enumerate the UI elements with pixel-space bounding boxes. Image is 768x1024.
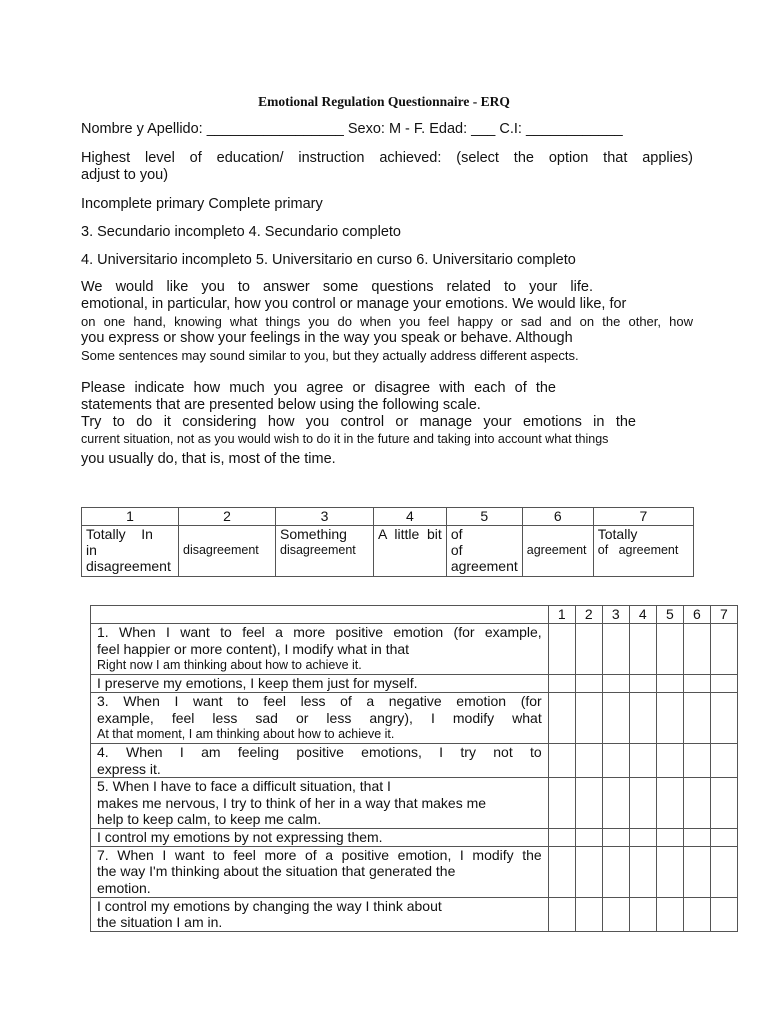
item-header-blank xyxy=(91,606,549,624)
item-statement-line: feel happier or more content), I modify what in that xyxy=(97,640,410,657)
scale-label-row xyxy=(82,526,694,577)
education-prompt: Highest level of education/ instruction achieved: (select the option that applies) adjust to you) xyxy=(81,150,693,183)
item-statement-line: I control my emotions by not expressing them. xyxy=(97,829,383,845)
rating-cell-6[interactable] xyxy=(683,846,710,897)
rating-cell-7[interactable] xyxy=(710,624,737,675)
rating-cell-7[interactable] xyxy=(710,693,737,744)
scale-number: 4 xyxy=(374,508,447,526)
rating-cell-7[interactable] xyxy=(710,846,737,897)
item-statement-line: help to keep calm, to keep me calm. xyxy=(97,811,322,827)
name-sex-age-id-fields: Nombre y Apellido: _________________ Sexo: M - F. Edad: ___ C.I: ____________ xyxy=(81,121,623,137)
scale-number: 1 xyxy=(82,508,179,526)
rating-cell-4[interactable] xyxy=(629,778,656,829)
rating-cell-6[interactable] xyxy=(683,624,710,675)
item-statement-line: the way I'm thinking about the situation that generated the xyxy=(97,863,456,879)
rating-cell-5[interactable] xyxy=(656,624,683,675)
rating-cell-1[interactable] xyxy=(548,846,575,897)
item-statement-line: Right now I am thinking about how to achieve it. xyxy=(97,658,362,672)
rating-cell-3[interactable] xyxy=(602,693,629,744)
rating-cell-6[interactable] xyxy=(683,744,710,778)
rating-cell-3[interactable] xyxy=(602,846,629,897)
items-header-row xyxy=(91,606,738,624)
item-statement-line: 5. When I have to face a difficult situation, that I xyxy=(97,778,391,794)
item-statement xyxy=(91,897,549,931)
rating-cell-3[interactable] xyxy=(602,778,629,829)
rating-cell-5[interactable] xyxy=(656,829,683,847)
rating-header: 7 xyxy=(710,606,737,624)
table-row xyxy=(91,624,738,675)
intro-paragraph: We would like you to answer some questions related to your life. emotional, in particular, how you control or manage your emotions. We would like, for on one hand, knowing what things you do when you feel happy or sad and on the other, how you express or show your feelings in the way you speak or behave. Although Some sentences may sound similar to you, but they actually address different aspects. xyxy=(81,279,693,363)
rating-header: 6 xyxy=(683,606,710,624)
rating-cell-5[interactable] xyxy=(656,897,683,931)
scale-number: 7 xyxy=(593,508,693,526)
table-row xyxy=(91,829,738,847)
rating-cell-7[interactable] xyxy=(710,897,737,931)
table-row xyxy=(91,778,738,829)
rating-header: 3 xyxy=(602,606,629,624)
item-statement xyxy=(91,744,549,778)
rating-cell-2[interactable] xyxy=(575,675,602,693)
scale-label-5: of of agreement xyxy=(446,526,522,577)
rating-cell-5[interactable] xyxy=(656,675,683,693)
item-statement-line: the situation I am in. xyxy=(97,914,223,930)
item-statement-line: 3. When I want to feel less of a negative emotion (for xyxy=(97,693,542,709)
item-statement-line: express it. xyxy=(97,760,161,777)
rating-cell-1[interactable] xyxy=(548,829,575,847)
rating-cell-7[interactable] xyxy=(710,829,737,847)
rating-cell-1[interactable] xyxy=(548,778,575,829)
rating-cell-6[interactable] xyxy=(683,829,710,847)
rating-cell-3[interactable] xyxy=(602,829,629,847)
rating-cell-3[interactable] xyxy=(602,624,629,675)
rating-header: 2 xyxy=(575,606,602,624)
scale-label-4: A little bit xyxy=(374,526,447,577)
rating-cell-4[interactable] xyxy=(629,897,656,931)
rating-cell-5[interactable] xyxy=(656,693,683,744)
rating-cell-4[interactable] xyxy=(629,624,656,675)
item-statement-line: 4. When I am feeling positive emotions, I try not to xyxy=(97,744,542,760)
table-row xyxy=(91,744,738,778)
table-row xyxy=(91,693,738,744)
rating-cell-2[interactable] xyxy=(575,624,602,675)
rating-cell-1[interactable] xyxy=(548,897,575,931)
rating-cell-4[interactable] xyxy=(629,693,656,744)
item-statement-line: 7. When I want to feel more of a positive emotion, I modify the xyxy=(97,846,542,863)
rating-cell-4[interactable] xyxy=(629,846,656,897)
rating-cell-7[interactable] xyxy=(710,675,737,693)
page-title: Emotional Regulation Questionnaire - ERQ xyxy=(258,94,510,109)
rating-cell-1[interactable] xyxy=(548,675,575,693)
rating-cell-3[interactable] xyxy=(602,675,629,693)
item-statement-line: At that moment, I am thinking about how to achieve it. xyxy=(97,727,395,741)
instruction-paragraph: Please indicate how much you agree or disagree with each of the statements that are presented below using the following scale. Try to do it considering how you control or manage your emotions in the current situation, not as you would wish to do it in the future and taking into account what things you usually do, that is, most of the time. xyxy=(81,380,636,467)
personal-info-line xyxy=(81,121,693,138)
table-row xyxy=(91,846,738,897)
item-statement xyxy=(91,693,549,744)
scale-number: 3 xyxy=(276,508,374,526)
rating-header: 5 xyxy=(656,606,683,624)
rating-cell-2[interactable] xyxy=(575,897,602,931)
rating-cell-3[interactable] xyxy=(602,897,629,931)
rating-cell-7[interactable] xyxy=(710,744,737,778)
scale-number: 5 xyxy=(446,508,522,526)
item-statement xyxy=(91,778,549,829)
rating-cell-6[interactable] xyxy=(683,693,710,744)
rating-cell-6[interactable] xyxy=(683,897,710,931)
rating-cell-4[interactable] xyxy=(629,744,656,778)
item-statement-line: I preserve my emotions, I keep them just for myself. xyxy=(97,675,418,691)
rating-cell-2[interactable] xyxy=(575,778,602,829)
scale-number: 6 xyxy=(522,508,593,526)
scale-label-6: agreement xyxy=(522,526,593,577)
rating-cell-2[interactable] xyxy=(575,846,602,897)
item-statement xyxy=(91,846,549,897)
rating-cell-6[interactable] xyxy=(683,778,710,829)
scale-number: 2 xyxy=(179,508,276,526)
rating-cell-2[interactable] xyxy=(575,744,602,778)
rating-cell-4[interactable] xyxy=(629,829,656,847)
rating-cell-6[interactable] xyxy=(683,675,710,693)
item-statement-line: emotion. xyxy=(97,879,151,896)
rating-cell-2[interactable] xyxy=(575,693,602,744)
item-statement-line: example, feel less sad or less angry), I modify what xyxy=(97,709,542,726)
rating-cell-7[interactable] xyxy=(710,778,737,829)
item-statement xyxy=(91,624,549,675)
scale-label-3: Something disagreement xyxy=(276,526,374,577)
scale-label-2: disagreement xyxy=(179,526,276,577)
scale-label-1: Totally In in disagreement xyxy=(82,526,179,577)
item-statement xyxy=(91,675,549,693)
rating-cell-2[interactable] xyxy=(575,829,602,847)
rating-cell-1[interactable] xyxy=(548,744,575,778)
table-row xyxy=(91,897,738,931)
rating-cell-5[interactable] xyxy=(656,744,683,778)
rating-cell-4[interactable] xyxy=(629,675,656,693)
response-scale-table xyxy=(81,507,694,577)
rating-cell-5[interactable] xyxy=(656,846,683,897)
rating-cell-5[interactable] xyxy=(656,778,683,829)
item-statement xyxy=(91,829,549,847)
item-statement-line: makes me nervous, I try to think of her in a way that makes me xyxy=(97,794,487,811)
education-option-1: Incomplete primary Complete primary xyxy=(81,196,323,212)
questionnaire-items-table xyxy=(90,605,738,932)
scale-label-7: Totally of agreement xyxy=(593,526,693,577)
item-statement-line: I control my emotions by changing the way I think about xyxy=(97,897,442,914)
rating-cell-1[interactable] xyxy=(548,624,575,675)
rating-cell-3[interactable] xyxy=(602,744,629,778)
table-row xyxy=(91,675,738,693)
scale-number-row xyxy=(82,508,694,526)
education-option-2: 3. Secundario incompleto 4. Secundario completo xyxy=(81,224,401,240)
rating-header: 4 xyxy=(629,606,656,624)
rating-header: 1 xyxy=(548,606,575,624)
item-statement-line: 1. When I want to feel a more positive emotion (for example, xyxy=(97,624,542,640)
education-option-3: 4. Universitario incompleto 5. Universitario en curso 6. Universitario completo xyxy=(81,252,576,268)
rating-cell-1[interactable] xyxy=(548,693,575,744)
